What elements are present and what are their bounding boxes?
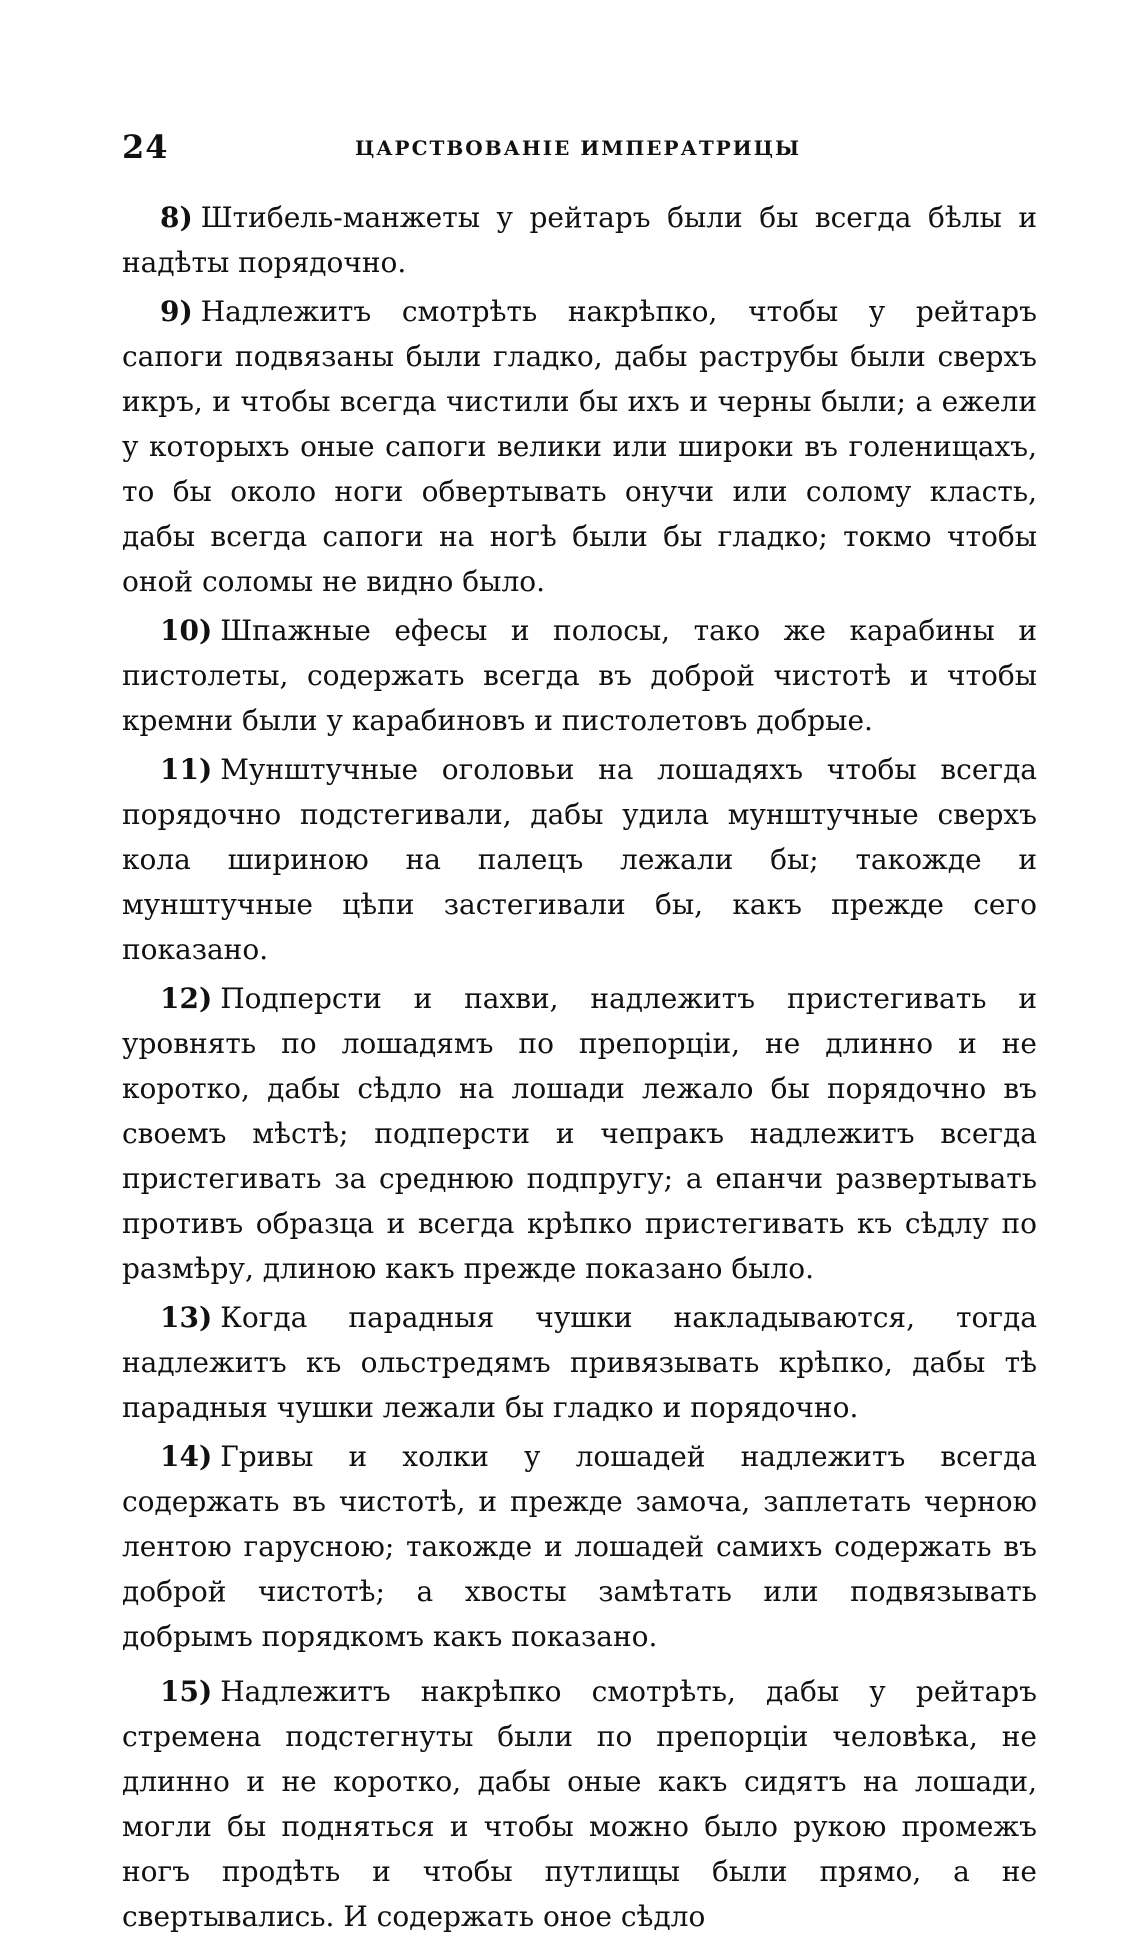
article-number: 8) [160, 201, 193, 234]
article-text: Надлежитъ накрѣпко смотрѣть, дабы у рейтаръ стремена подстегнуты были по препорціи человѣка, не длинно и не коротко, дабы оные какъ сидятъ на лошади, могли бы подняться и чтобы можно было рукою промежъ ногъ продѣть и чтобы путлищы были прямо, а не свертывались. И содержать оное сѣдло [122, 1675, 1037, 1933]
article-13 [122, 1295, 1037, 1430]
article-10 [122, 608, 1037, 743]
article-text: Надлежитъ смотрѣть накрѣпко, чтобы у рейтаръ сапоги подвязаны были гладко, дабы раструбы были сверхъ икръ, и чтобы всегда чистили бы ихъ и черны были; а ежели у которыхъ оные сапоги велики или широки въ голенищахъ, то бы около ноги обвертывать онучи или солому класть, дабы всегда сапоги на ногѣ были бы гладко; токмо чтобы оной соломы не видно было. [122, 295, 1037, 598]
body-text [122, 195, 1037, 1943]
article-number: 13) [160, 1301, 213, 1334]
article-number: 14) [160, 1440, 213, 1473]
article-14 [122, 1434, 1037, 1659]
article-text: Гривы и холки у лошадей надлежитъ всегда содержать въ чистотѣ, и прежде замоча, заплетать черною лентою гарусною; такожде и лошадей самихъ содержать въ доброй чистотѣ; а хвосты замѣтать или подвязывать добрымъ порядкомъ какъ показано. [122, 1440, 1037, 1653]
article-number: 10) [160, 614, 213, 647]
article-15 [122, 1669, 1037, 1939]
article-text: Когда парадныя чушки накладываются, тогда надлежитъ къ ольстредямъ привязывать крѣпко, дабы тѣ парадныя чушки лежали бы гладко и порядочно. [122, 1301, 1037, 1424]
page-number: 24 [122, 128, 169, 166]
article-8 [122, 195, 1037, 285]
running-head [122, 128, 1034, 168]
article-number: 12) [160, 982, 213, 1015]
article-text: Мунштучные оголовьи на лошадяхъ чтобы всегда порядочно подстегивали, дабы удила мунштучные сверхъ кола шириною на палецъ лежали бы; такожде и мунштучные цѣпи застегивали бы, какъ прежде сего показано. [122, 753, 1037, 966]
article-number: 11) [160, 753, 213, 786]
running-title: ЦАРСТВОВАНІЕ ИМПЕРАТРИЦЫ [354, 136, 802, 160]
article-text: Шпажные ефесы и полосы, тако же карабины и пистолеты, содержать всегда въ доброй чистотѣ и чтобы кремни были у карабиновъ и пистолетовъ добрые. [122, 614, 1037, 737]
article-text: Подперсти и пахви, надлежитъ пристегивать и уровнять по лошадямъ по препорціи, не длинно и не коротко, дабы сѣдло на лошади лежало бы порядочно въ своемъ мѣстѣ; подперсти и чепракъ надлежитъ всегда пристегивать за среднюю подпругу; а епанчи развертывать противъ образца и всегда крѣпко пристегивать къ сѣдлу по размѣру, длиною какъ прежде показано было. [122, 982, 1037, 1285]
article-9 [122, 289, 1037, 604]
article-12 [122, 976, 1037, 1291]
article-number: 9) [160, 295, 193, 328]
article-text: Штибель-манжеты у рейтаръ были бы всегда бѣлы и надѣты порядочно. [122, 201, 1037, 279]
article-11 [122, 747, 1037, 972]
article-number: 15) [160, 1675, 213, 1708]
